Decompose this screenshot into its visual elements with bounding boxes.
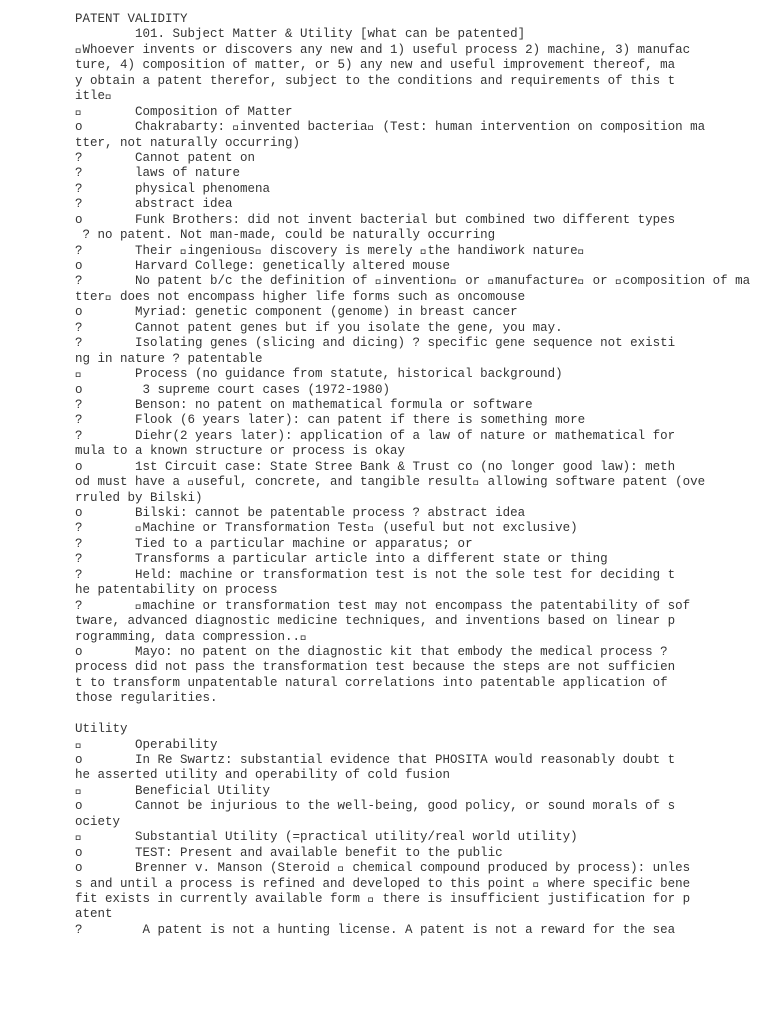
text-line: itle — [75, 89, 113, 104]
text-line: o Mayo: no patent on the diagnostic kit that embody the medical process ? — [75, 644, 668, 659]
text-line: ? Machine or Transformation Test (useful but not exclusive) — [75, 521, 578, 536]
text-line: Substantial Utility (=practical utility/real world utility) — [75, 830, 578, 845]
text-line: od must have a useful, concrete, and tangible result allowing software patent (ove — [75, 475, 706, 490]
text-line: o Bilski: cannot be patentable process ? abstract idea — [75, 506, 526, 520]
document-body — [75, 12, 755, 938]
text-line: tter does not encompass higher life forms such as oncomouse — [75, 289, 526, 304]
text-line: ? Isolating genes (slicing and dicing) ? specific gene sequence not existi — [75, 336, 676, 351]
text-line: ? No patent b/c the definition of invention or manufacture or composition of ma — [75, 274, 751, 289]
text-line: those regularities. — [75, 691, 218, 706]
text-line: ? Cannot patent on — [75, 150, 256, 165]
text-line: ? Their ingenious discovery is merely the handiwork nature — [75, 243, 586, 258]
text-line: ? machine or transformation test may not encompass the patentability of sof — [75, 598, 691, 613]
text-line: ? Transforms a particular article into a different state or thing — [75, 552, 608, 567]
text-line: ociety — [75, 814, 121, 829]
text-line: o Cannot be injurious to the well-being, good policy, or sound morals of s — [75, 799, 676, 814]
text-line: he asserted utility and operability of cold fusion — [75, 768, 451, 783]
text-line: ? Cannot patent genes but if you isolate the gene, you may. — [75, 320, 563, 335]
text-line: o In Re Swartz: substantial evidence that PHOSITA would reasonably doubt t — [75, 753, 676, 767]
text-line: PATENT VALIDITY — [75, 12, 188, 26]
text-line: ? Benson: no patent on mathematical formula or software — [75, 397, 533, 412]
text-line: ? A patent is not a hunting license. A patent is not a reward for the sea — [75, 922, 676, 937]
text-line: he patentability on process — [75, 583, 278, 598]
text-line: ? no patent. Not man-made, could be naturally occurring — [75, 228, 496, 243]
text-line: o 1st Circuit case: State Stree Bank & Trust co (no longer good law): meth — [75, 459, 676, 474]
text-line: ture, 4) composition of matter, or 5) any new and useful improvement thereof, ma — [75, 58, 676, 73]
text-line — [75, 707, 755, 722]
text-line: o Chakrabarty: invented bacteria (Test: human intervention on composition ma — [75, 120, 706, 135]
text-line: y obtain a patent therefor, subject to the conditions and requirements of this t — [75, 73, 676, 88]
text-line: fit exists in currently available form there is insufficient justification for p — [75, 891, 691, 906]
text-line: ? physical phenomena — [75, 181, 271, 196]
text-line: tware, advanced diagnostic medicine techniques, and inventions based on linear p — [75, 614, 676, 629]
text-line: Process (no guidance from statute, historical background) — [75, 367, 563, 382]
text-line: ? Held: machine or transformation test is not the sole test for deciding t — [75, 567, 676, 582]
text-line: rruled by Bilski) — [75, 490, 203, 505]
text-line: Operability — [75, 737, 218, 752]
text-line: 101. Subject Matter & Utility [what can be patented] — [75, 27, 526, 42]
text-line: tter, not naturally occurring) — [75, 135, 301, 150]
text-line: ? Diehr(2 years later): application of a law of nature or mathematical for — [75, 428, 676, 443]
text-line: rogramming, data compression.. — [75, 629, 308, 644]
text-line: o Brenner v. Manson (Steroid chemical compound produced by process): unles — [75, 861, 691, 876]
text-line: ? laws of nature — [75, 166, 241, 181]
text-line: ng in nature ? patentable — [75, 351, 263, 366]
text-line: o Funk Brothers: did not invent bacterial but combined two different types — [75, 212, 676, 227]
text-line: o 3 supreme court cases (1972-1980) — [75, 382, 391, 397]
text-line: s and until a process is refined and developed to this point where specific bene — [75, 876, 691, 891]
text-line: atent — [75, 907, 113, 922]
text-line: process did not pass the transformation test because the steps are not sufficien — [75, 660, 676, 675]
text-line: ? Tied to a particular machine or apparatus; or — [75, 536, 473, 551]
text-line: Utility — [75, 722, 128, 737]
text-line: mula to a known structure or process is okay — [75, 444, 406, 459]
text-line: Composition of Matter — [75, 104, 293, 119]
text-line: t to transform unpatentable natural correlations into patentable application of — [75, 675, 668, 690]
text-line: o Myriad: genetic component (genome) in breast cancer — [75, 305, 518, 320]
text-line: o TEST: Present and available benefit to the public — [75, 845, 503, 860]
text-line: Beneficial Utility — [75, 783, 271, 798]
text-line: ? abstract idea — [75, 197, 233, 212]
text-line: Whoever invents or discovers any new and 1) useful process 2) machine, 3) manufac — [75, 42, 691, 57]
text-line: o Harvard College: genetically altered mouse — [75, 259, 451, 273]
text-line: ? Flook (6 years later): can patent if there is something more — [75, 413, 586, 428]
